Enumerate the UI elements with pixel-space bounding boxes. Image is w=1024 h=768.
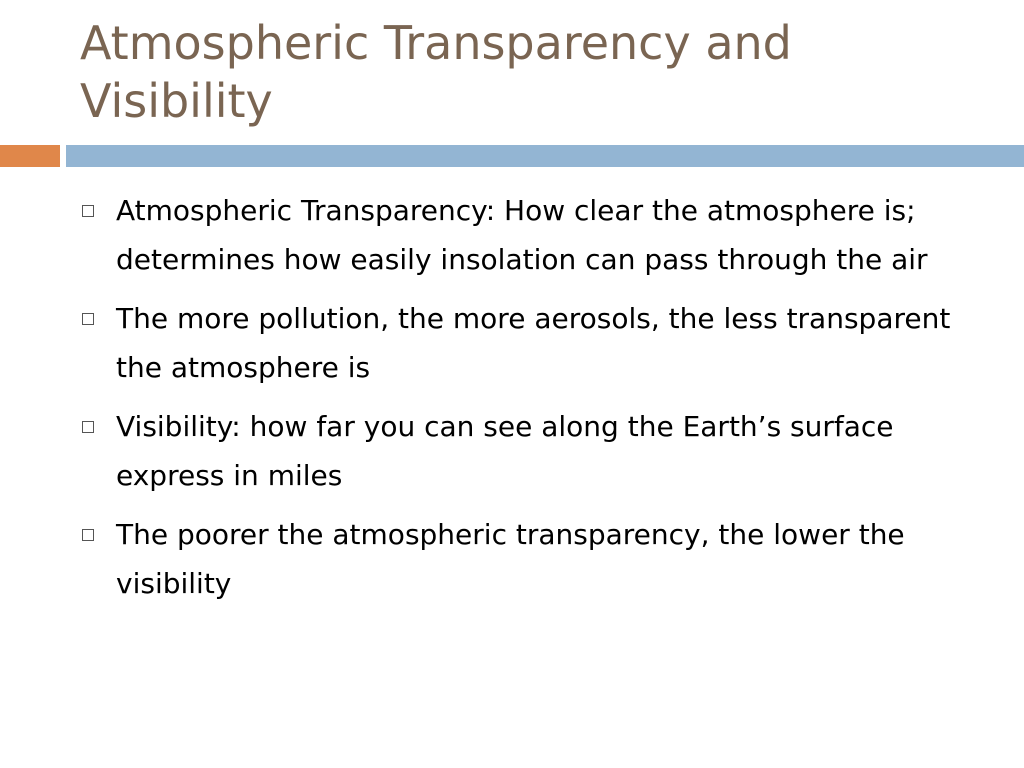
bullet-item — [80, 402, 980, 500]
bullet-item — [80, 510, 980, 608]
bullet-text: Visibility: how far you can see along the Earth’s surface express in miles — [116, 410, 894, 492]
bullet-text: The more pollution, the more aerosols, the less transparent the atmosphere is — [116, 302, 951, 384]
hollow-square-bullet-icon — [82, 529, 94, 541]
bullet-text: The poorer the atmospheric transparency, the lower the visibility — [116, 518, 905, 600]
bullet-list — [80, 186, 980, 618]
hollow-square-bullet-icon — [82, 313, 94, 325]
accent-bar-left — [0, 145, 60, 167]
bullet-item — [80, 186, 980, 284]
accent-bar-right — [66, 145, 1024, 167]
bullet-item — [80, 294, 980, 392]
hollow-square-bullet-icon — [82, 421, 94, 433]
hollow-square-bullet-icon — [82, 205, 94, 217]
slide-title: Atmospheric Transparency and Visibility — [80, 16, 792, 128]
bullet-text: Atmospheric Transparency: How clear the atmosphere is; determines how easily insolation can pass through the air — [116, 194, 928, 276]
